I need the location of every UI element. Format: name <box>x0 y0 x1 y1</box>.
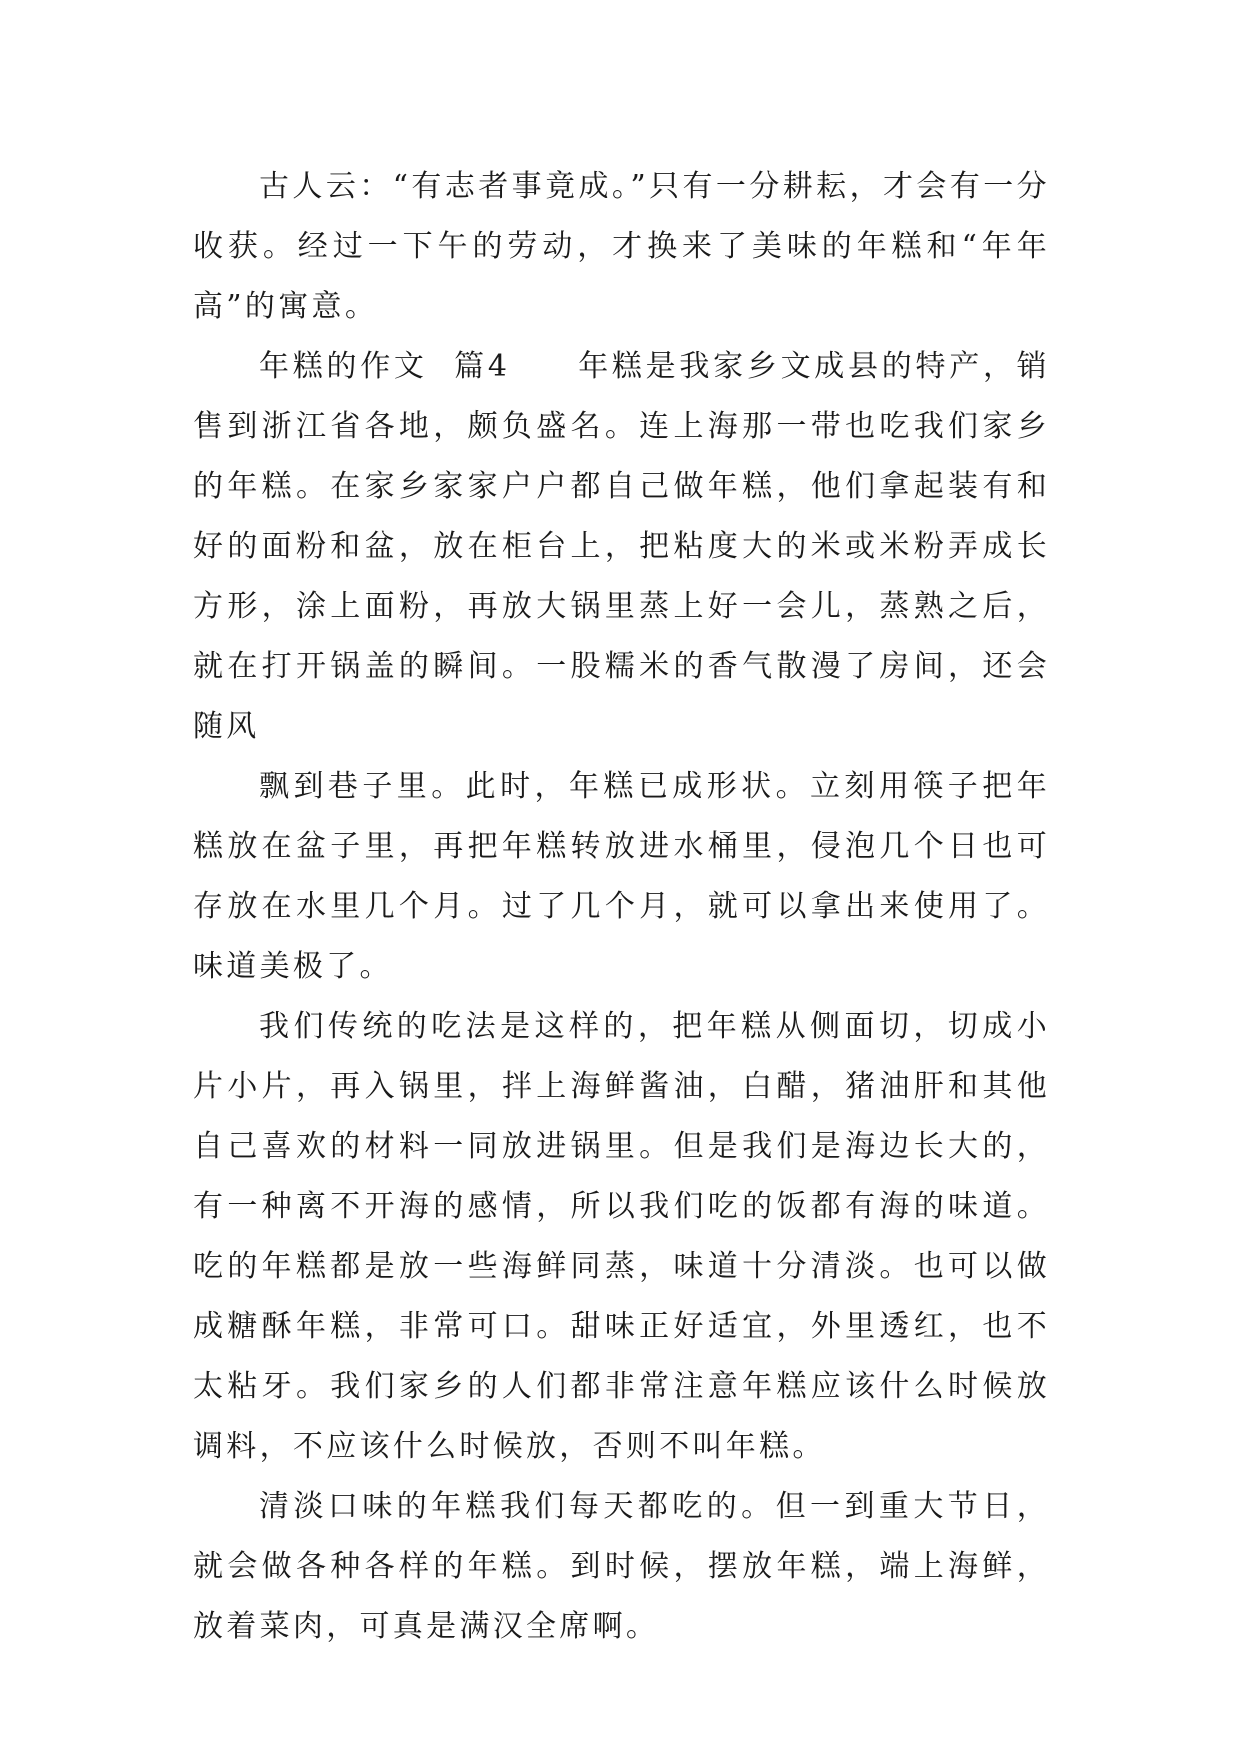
paragraph-2: 年糕的作文 篇4 年糕是我家乡文成县的特产，销售到浙江省各地，颇负盛名。连上海那一带也吃我们家乡的年糕。在家乡家家户户都自己做年糕，他们拿起装有和好的面粉和盆，放在柜台上，把粘度大的米或米粉弄成长方形，涂上面粉，再放大锅里蒸上好一会儿，蒸熟之后，就在打开锅盖的瞬间。一股糯米的香气散漫了房间，还会随风 <box>193 349 1050 744</box>
paragraph-3: 飘到巷子里。此时，年糕已成形状。立刻用筷子把年糕放在盆子里，再把年糕转放进水桶里，侵泡几个日也可存放在水里几个月。过了几个月，就可以拿出来使用了。味道美极了。 <box>193 769 1050 984</box>
document-body <box>193 157 1050 1657</box>
paragraph-4: 我们传统的吃法是这样的，把年糕从侧面切，切成小片小片，再入锅里，拌上海鲜酱油，白醋，猪油肝和其他自己喜欢的材料一同放进锅里。但是我们是海边长大的，有一种离不开海的感情，所以我们吃的饭都有海的味道。吃的年糕都是放一些海鲜同蒸，味道十分清淡。也可以做成糖酥年糕，非常可口。甜味正好适宜，外里透红，也不太粘牙。我们家乡的人们都非常注意年糕应该什么时候放调料，不应该什么时候放，否则不叫年糕。 <box>193 1009 1050 1464</box>
paragraph-1: 古人云：“有志者事竟成。”只有一分耕耘，才会有一分收获。经过一下午的劳动，才换来了美味的年糕和“年年高”的寓意。 <box>193 169 1050 324</box>
paragraph-5: 清淡口味的年糕我们每天都吃的。但一到重大节日，就会做各种各样的年糕。到时候，摆放年糕，端上海鲜，放着菜肉，可真是满汉全席啊。 <box>193 1489 1050 1644</box>
